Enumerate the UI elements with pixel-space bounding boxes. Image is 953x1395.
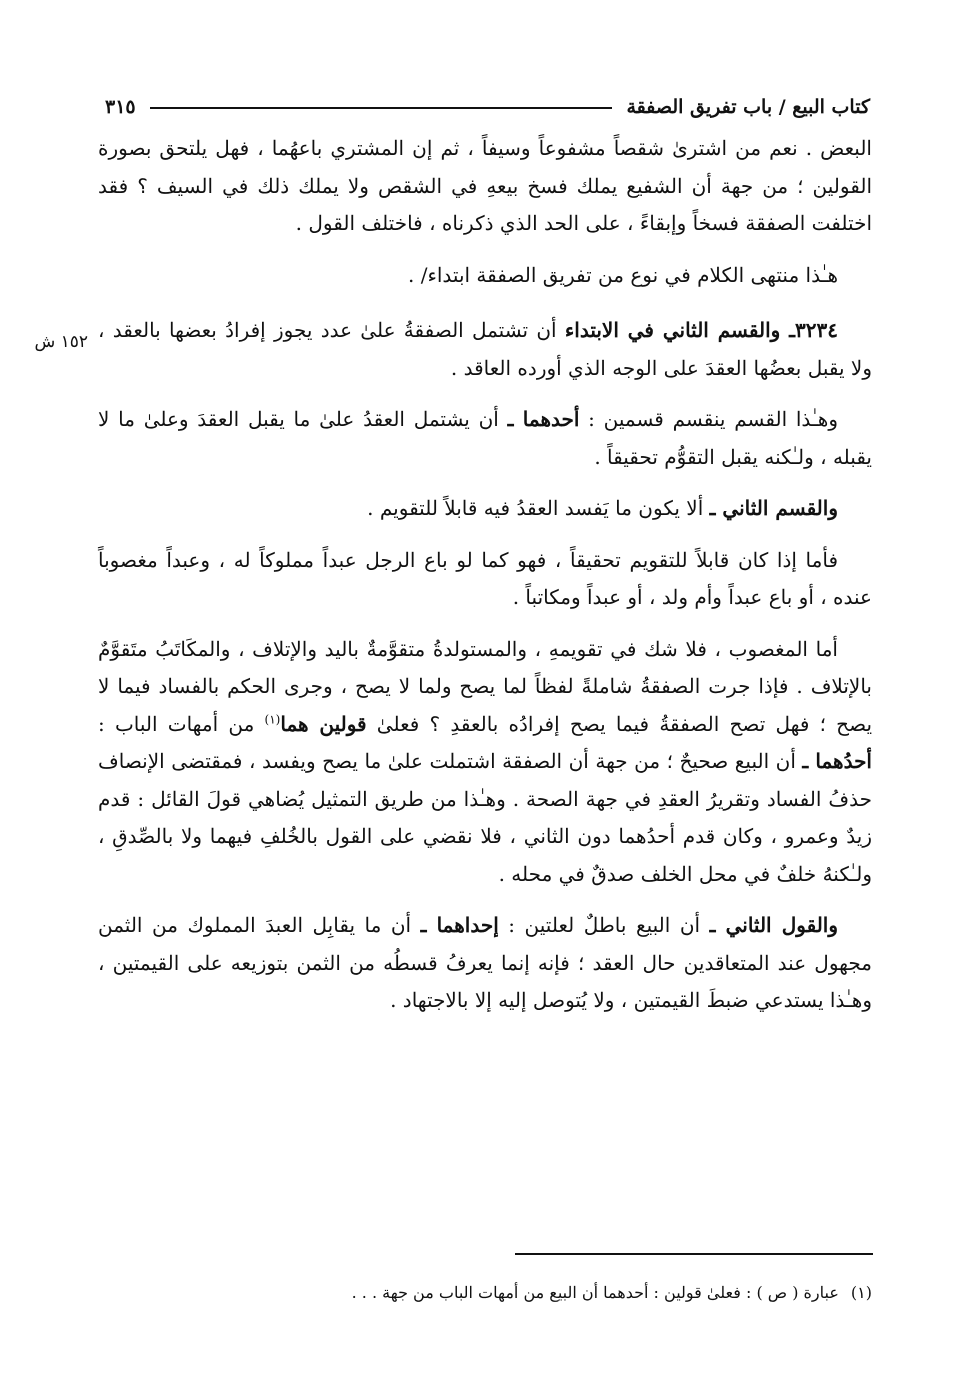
paragraph-4-bold: أحدهما ـ xyxy=(507,407,580,431)
paragraph-3-text: أن تشتمل الصفقةُ علىٰ عدد يجوز إفرادُ بعضها بالعقد ، ولا يقبل بعضُها العقدَ على الوجه الذي أورده العاقد . xyxy=(98,318,872,380)
footnote-number: (١) xyxy=(850,1283,872,1302)
margin-folio-note: ١٥٢ ش xyxy=(34,332,88,352)
paragraph-5-bold: والقسم الثاني ـ xyxy=(709,496,838,520)
body-text xyxy=(98,130,872,1034)
paragraph-8-text-a: أن البيع باطلٌ لعلتين : xyxy=(498,913,710,937)
footnote-item xyxy=(150,1280,872,1306)
paragraph-7-text-b: من أمهات الباب : xyxy=(98,711,265,736)
paragraph-3 xyxy=(98,312,872,387)
footnote-divider xyxy=(515,1253,873,1255)
footnote-reference[interactable]: (١) xyxy=(264,711,281,726)
footnotes xyxy=(150,1280,872,1306)
paragraph-1: البعض . نعم من اشترىٰ شقصاً مشفوعاً وسيفاً ، ثم إن المشتري باعهُما ، فهل يلتحق بصورة القولين ؛ من جهة أن الشفيع يملك فسخ بيعهِ في الشقص ولا يملك ذلك في السيف ؟ فقد اختلفت الصفقة فسخاً وإبقاءً ، على الحد الذي ذكرناه ، فاختلف القول . xyxy=(98,136,873,235)
paragraph-7-text-a: أما المغصوب ، فلا شك في تقويمهِ ، والمستولدةُ متقوَّمةٌ باليد والإتلاف ، والمكَاتَبُ متَقوَّمٌ بالإتلاف . فإذا جرت الصفقةُ شاملةً لفظاً لما يصح ولما لا يصح ، وجرى الحكم بالفساد فيما لا يصح ؛ فهل تصح الصفقةُ فيما يصح إفرادُه بالعقدِ ؟ فعلىٰ xyxy=(98,636,873,736)
running-title: كتاب البيع / باب تفريق الصفقة xyxy=(626,96,870,118)
page-number: ٣١٥ xyxy=(105,96,136,118)
paragraph-4-text-b: أن يشتمل العقدُ علىٰ ما يقبل العقدَ وعلىٰ ما لا يقبله ، ولـٰكنه يقبل التقوُّم تحقيقاً . xyxy=(98,407,872,469)
paragraph-4-text-a: وهـٰذا القسم ينقسم قسمين : xyxy=(579,407,838,431)
section-heading-3234: ٣٢٣٤ـ والقسم الثاني في الابتداء xyxy=(564,318,838,342)
paragraph-8-text-b: أن ما يقابِل العبدَ المملوك من الثمن مجهول عند المتعاقدين حال العقد ؛ فإنه إنما يعرفُ قسطُه من الثمن بتوزيعه على القيمتين ، وهـٰذا يستدعي ضبطَ القيمتين ، ولا يُتوصل إليه إلا بالاجتهاد . xyxy=(98,913,872,1012)
paragraph-8 xyxy=(98,907,872,1020)
running-header xyxy=(105,86,870,118)
header-rule xyxy=(150,107,613,109)
paragraph-4 xyxy=(98,401,872,476)
paragraph-7-bold-b: أحدُهما ـ xyxy=(802,749,872,773)
paragraph-8-bold-a: والقول الثاني ـ xyxy=(709,913,839,937)
paragraph-7-bold-a: قولين هما xyxy=(280,711,367,736)
paragraph-7-text-c: أن البيع صحيحٌ ؛ من جهة أن الصفقة اشتملت علىٰ ما يصح ويفسد ، فمقتضى الإنصاف حذفُ الفساد وتقريرُ العقدِ في جهة الصحة . وهـٰذا من طريق التمثيل يُضاهي قولَ القائل : قدم زيدٌ وعمرو ، وكان قدم أحدُهما دون الثاني ، فلا نقضي على القول بالخُلفِ فيهما ولا بالصِّدقِ ، ولـٰكنهُ خلفٌ في محل الخلف صدقٌ في محله . xyxy=(98,749,872,886)
paragraph-5 xyxy=(98,490,872,528)
paragraph-2: هـٰذا منتهى الكلام في نوع من تفريق الصفقة ابتداء/ . xyxy=(408,262,838,287)
footnote-text: عبارة ( ص ) : فعلىٰ قولين : أحدهما أن البيع من أمهات الباب من جهة . . . xyxy=(351,1283,839,1302)
paragraph-8-bold-b: إحداهما ـ xyxy=(420,913,499,937)
paragraph-7 xyxy=(98,631,872,894)
paragraph-6: فأما إذا كان قابلاً للتقويم تحقيقاً ، فهو كما لو باع الرجل عبداً مملوكاً له ، وعبداً مغصوباً عنده ، أو باع عبداً وأم ولد ، أو عبداً ومكاتباً . xyxy=(98,547,872,609)
paragraph-5-text: ألا يكون ما يَفسد العقدُ فيه قابلاً للتقويم . xyxy=(367,496,710,520)
